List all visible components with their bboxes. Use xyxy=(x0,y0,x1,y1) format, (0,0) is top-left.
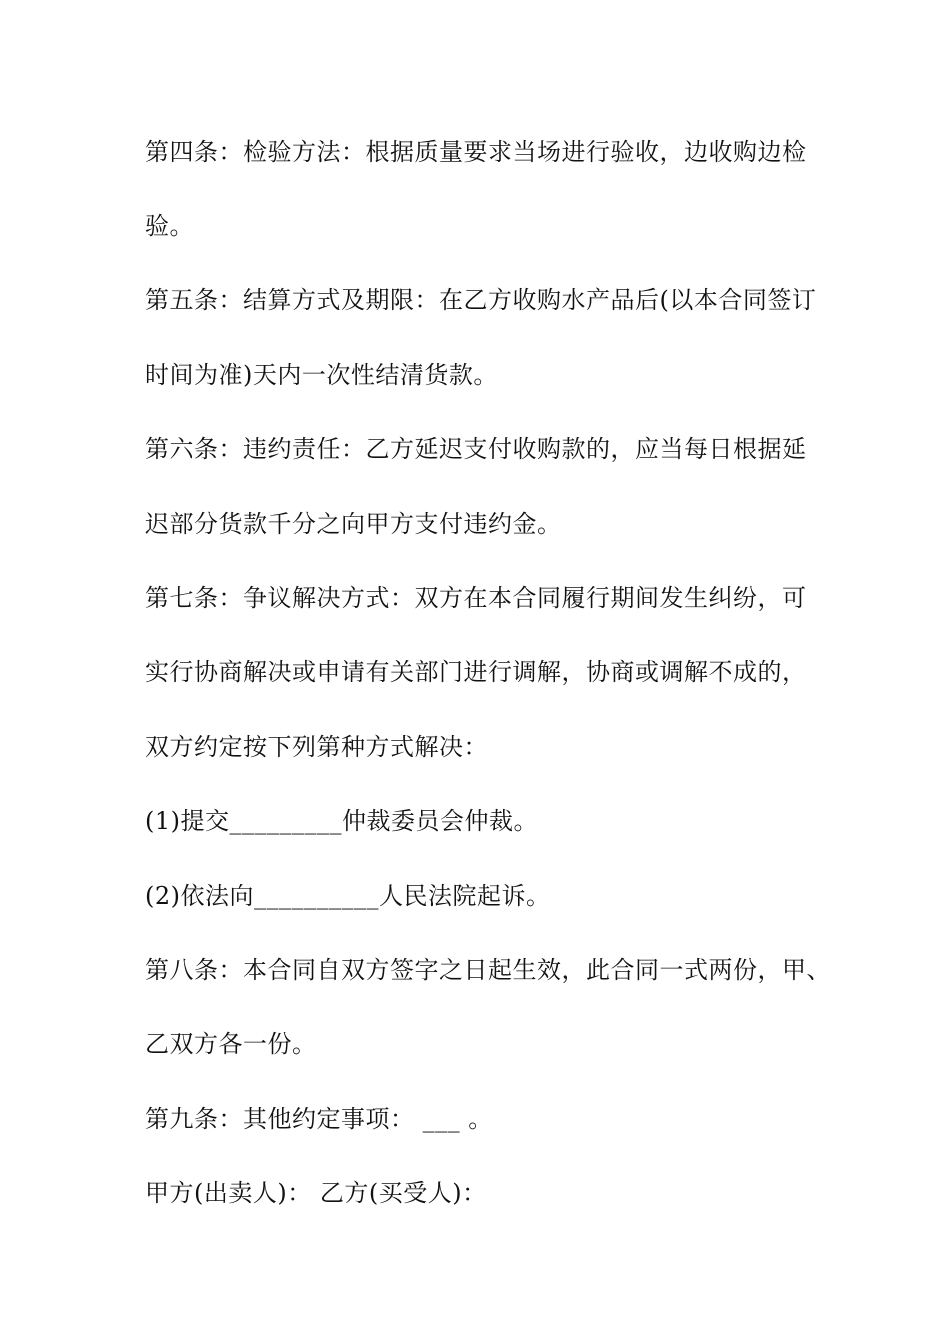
article-8-line-2: 乙双方各一份。 xyxy=(145,1030,317,1058)
article-6-line-1: 第六条：违约责任：乙方延迟支付收购款的，应当每日根据延 xyxy=(145,435,807,463)
article-6-line-2: 迟部分货款千分之向甲方支付违约金。 xyxy=(145,510,562,538)
article-4-line-2: 验。 xyxy=(145,212,194,240)
article-7-line-1: 第七条：争议解决方式：双方在本合同履行期间发生纠纷，可 xyxy=(145,584,807,612)
article-7-line-2: 实行协商解决或申请有关部门进行调解，协商或调解不成的， xyxy=(145,658,807,686)
article-5-line-1: 第五条：结算方式及期限：在乙方收购水产品后(以本合同签订 xyxy=(145,286,817,314)
court-option: (2)依法向__________人民法院起诉。 xyxy=(145,882,551,910)
article-7-line-3: 双方约定按下列第种方式解决： xyxy=(145,733,488,761)
arbitration-option: (1)提交_________仲裁委员会仲裁。 xyxy=(145,807,538,835)
article-8-line-1: 第八条：本合同自双方签字之日起生效，此合同一式两份，甲、 xyxy=(145,956,831,984)
article-9-line: 第九条：其他约定事项： ___ 。 xyxy=(145,1105,493,1133)
signature-parties-line: 甲方(出卖人)： 乙方(买受人)： xyxy=(145,1179,487,1207)
article-4-line-1: 第四条：检验方法：根据质量要求当场进行验收，边收购边检 xyxy=(145,138,807,166)
article-5-line-2: 时间为准)天内一次性结清货款。 xyxy=(145,361,498,389)
